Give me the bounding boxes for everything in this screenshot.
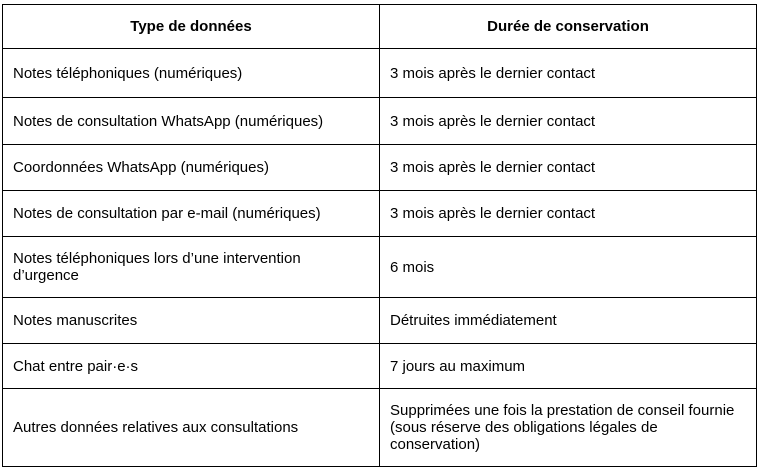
table-row [3,49,757,98]
table-row [3,298,757,344]
data-type-cell: Notes de consultation WhatsApp (numériques) [3,98,380,145]
retention-period-cell: Détruites immédiatement [380,298,757,344]
retention-table [2,4,757,467]
data-type-cell: Chat entre pair·e·s [3,344,380,389]
retention-period-cell: Supprimées une fois la prestation de conseil fournie (sous réserve des obligations légales de conservation) [380,389,757,467]
retention-period-cell: 6 mois [380,237,757,298]
data-type-cell: Notes de consultation par e-mail (numériques) [3,191,380,237]
retention-period-cell: 7 jours au maximum [380,344,757,389]
data-type-cell: Notes téléphoniques lors d’une intervention d’urgence [3,237,380,298]
data-type-cell: Coordonnées WhatsApp (numériques) [3,145,380,191]
table-header-row [3,5,757,49]
header-data-type: Type de données [3,5,380,49]
retention-period-cell: 3 mois après le dernier contact [380,145,757,191]
table-row [3,98,757,145]
data-type-cell: Notes téléphoniques (numériques) [3,49,380,98]
table-row [3,237,757,298]
data-type-cell: Autres données relatives aux consultations [3,389,380,467]
table-row [3,145,757,191]
data-type-cell: Notes manuscrites [3,298,380,344]
retention-period-cell: 3 mois après le dernier contact [380,49,757,98]
retention-table-container [2,4,756,467]
retention-period-cell: 3 mois après le dernier contact [380,191,757,237]
table-row [3,389,757,467]
table-row [3,191,757,237]
header-retention-period: Durée de conservation [380,5,757,49]
retention-period-cell: 3 mois après le dernier contact [380,98,757,145]
table-row [3,344,757,389]
